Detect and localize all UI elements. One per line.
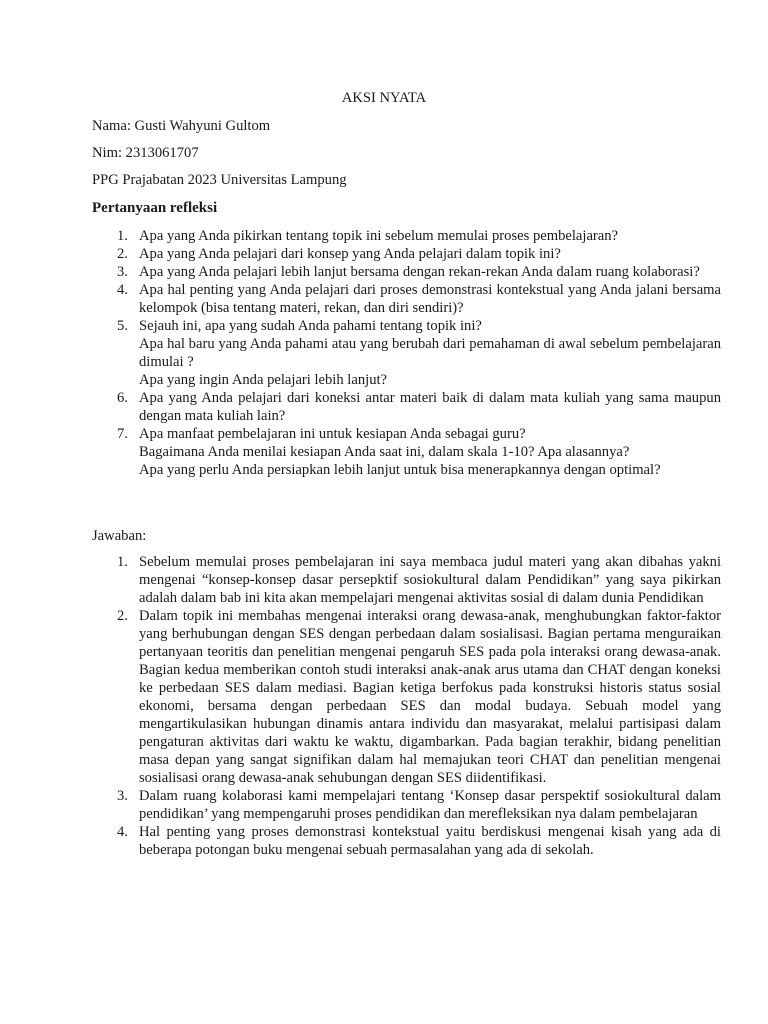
question-text: Apa hal penting yang Anda pelajari dari proses demonstrasi kontekstual yang Anda jalani bersama kelompok (bisa tentang materi, rekan, dan diri sendiri)?: [139, 282, 721, 316]
question-item: [117, 245, 721, 263]
answer-item: [117, 787, 721, 823]
answer-text: Dalam ruang kolaborasi kami mempelajari tentang ‘Konsep dasar perspektif sosiokultural dalam pendidikan’ yang mempengaruhi proses pendidikan dan merefleksikan nya dalam pembelajaran: [139, 788, 721, 822]
question-text: Apa yang Anda pelajari dari konsep yang Anda pelajari dalam topik ini?: [139, 246, 561, 262]
question-number: 2.: [117, 246, 128, 262]
question-text: Apa yang perlu Anda persiapkan lebih lanjut untuk bisa menerapkannya dengan optimal?: [139, 462, 661, 478]
question-text: Bagaimana Anda menilai kesiapan Anda saat ini, dalam skala 1-10? Apa alasannya?: [139, 444, 630, 460]
answer-number: 1.: [117, 554, 128, 570]
answer-text: Hal penting yang proses demonstrasi kontekstual yaitu berdiskusi mengenai kisah yang ada di beberapa potongan buku mengenai sebuah permasalahan yang ada di sekolah.: [139, 824, 721, 858]
question-number: 7.: [117, 426, 128, 442]
answers-label: Jawaban:: [92, 528, 147, 544]
answer-number: 3.: [117, 788, 128, 804]
question-item: [117, 227, 721, 245]
question-number: 5.: [117, 318, 128, 334]
question-text: Apa yang Anda pelajari lebih lanjut bersama dengan rekan-rekan Anda dalam ruang kolaborasi?: [139, 264, 700, 280]
question-text: Sejauh ini, apa yang sudah Anda pahami tentang topik ini?: [139, 318, 482, 334]
question-text: Apa yang Anda pikirkan tentang topik ini sebelum memulai proses pembelajaran?: [139, 228, 619, 244]
reflection-heading: Pertanyaan refleksi: [92, 200, 218, 216]
nim-line: Nim: 2313061707: [92, 145, 199, 161]
question-text: Apa yang Anda pelajari dari koneksi antar materi baik di dalam mata kuliah yang sama maupun dengan mata kuliah lain?: [139, 390, 721, 424]
name-line: Nama: Gusti Wahyuni Gultom: [92, 118, 271, 134]
question-text: Apa manfaat pembelajaran ini untuk kesiapan Anda sebagai guru?: [139, 426, 526, 442]
answer-item: [117, 607, 721, 787]
answer-item: [117, 823, 721, 859]
answer-item: [117, 553, 721, 607]
answer-text: Dalam topik ini membahas mengenai interaksi orang dewasa-anak, menghubungkan faktor-faktor yang berhubungan dengan SES dengan perbedaan dalam sosialisasi. Bagian pertama menguraikan pertanyaan teoritis dan penelitian mengenai pengaruh SES pada pola interaksi orang dewasa-anak. Bagian kedua memberikan contoh studi interaksi anak-anak arus utama dan CHAT dengan koneksi ke perbedaan SES dalam mediasi. Bagian ketiga berfokus pada konstruksi historis status sosial ekonomi, bersama dengan perbedaan SES dan modal budaya. Sebuah model yang mengartikulasikan hubungan dinamis antara individu dan masyarakat, melalui partisipasi dalam pengaturan aktivitas dari waktu ke waktu, digambarkan. Pada bagian terakhir, bidang penelitian masa depan yang sangat signifikan dalam hal memajukan teori CHAT dan penelitian mengenai sosialisasi orang dewasa-anak sehubungan dengan SES diidentifikasi.: [139, 608, 721, 786]
answer-list: [92, 553, 721, 859]
program-line: PPG Prajabatan 2023 Universitas Lampung: [92, 172, 347, 188]
question-item: [117, 317, 721, 389]
question-text: Apa hal baru yang Anda pahami atau yang berubah dari pemahaman di awal sebelum pembelajaran dimulai ?: [139, 336, 721, 370]
question-number: 1.: [117, 228, 128, 244]
answer-number: 4.: [117, 824, 128, 840]
question-number: 4.: [117, 282, 128, 298]
question-item: [117, 281, 721, 317]
question-item: [117, 425, 721, 479]
question-list: [92, 227, 721, 479]
question-item: [117, 389, 721, 425]
question-number: 6.: [117, 390, 128, 406]
question-text: Apa yang ingin Anda pelajari lebih lanjut?: [139, 372, 388, 388]
answer-number: 2.: [117, 608, 128, 624]
question-number: 3.: [117, 264, 128, 280]
document-title: AKSI NYATA: [341, 90, 427, 106]
question-item: [117, 263, 721, 281]
answer-text: Sebelum memulai proses pembelajaran ini saya membaca judul materi yang akan dibahas yakni mengenai “konsep-konsep dasar persepktif sosiokultural dalam Pendidikan” yang saya pikirkan adalah dalam bab ini kita akan mempelajari mengenai aktivitas sosial di dalam dunia Pendidikan: [139, 554, 721, 606]
